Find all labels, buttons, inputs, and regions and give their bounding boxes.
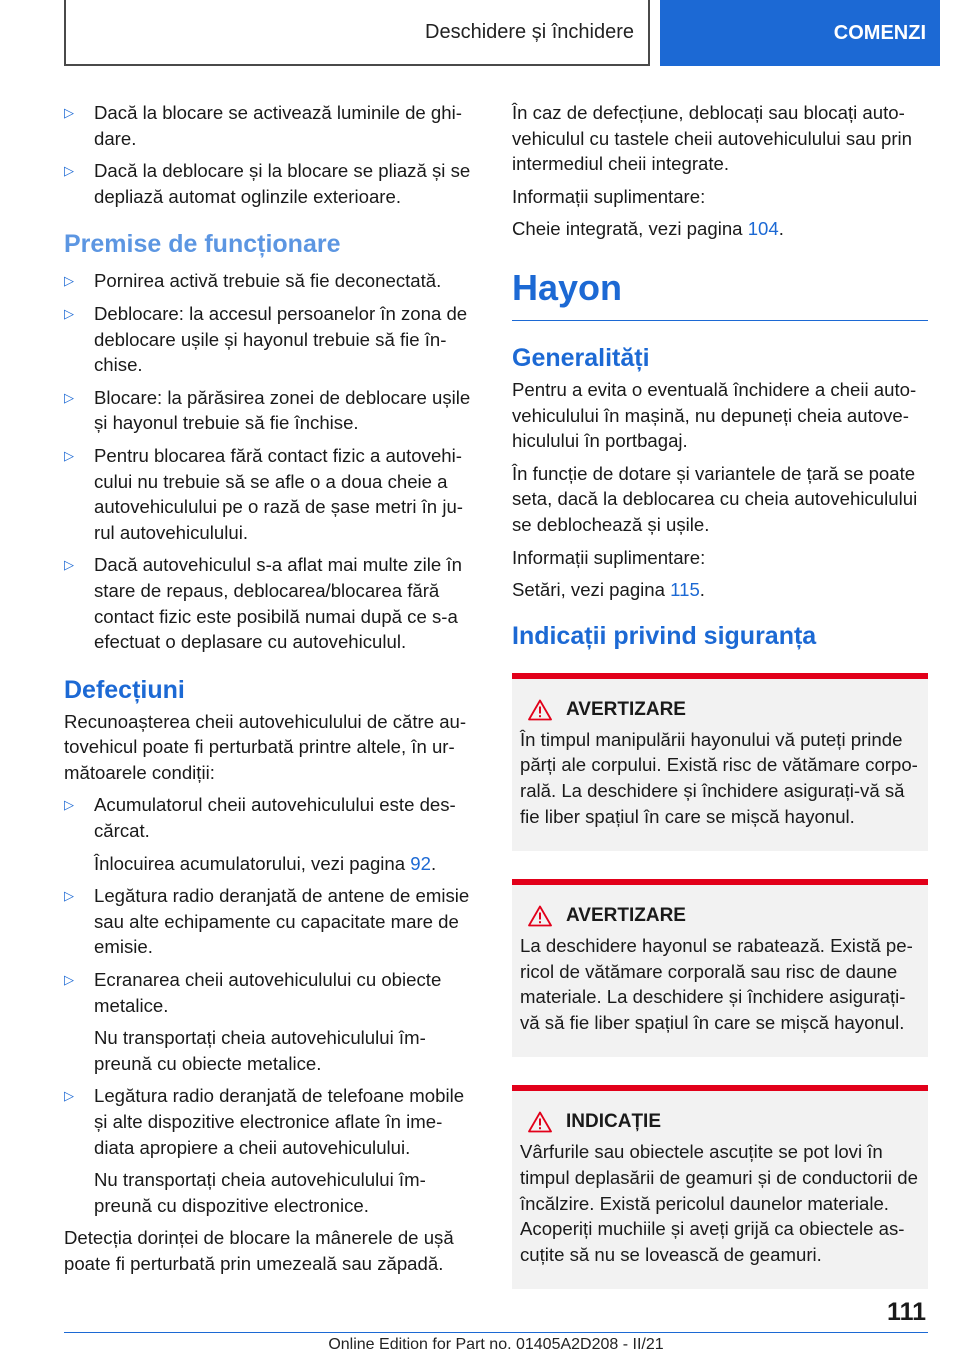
- list-item: ▷ Ecranarea cheii autovehiculului cu obiecte metalice.: [64, 969, 442, 1016]
- triangle-bullet-icon: ▷: [64, 797, 74, 813]
- page-link-115[interactable]: 115: [670, 579, 700, 601]
- section-title: Deschidere și închidere: [425, 20, 634, 43]
- list-item: ▷ Dacă la blocare se activează luminile de ghi-dare.: [64, 102, 462, 149]
- warning-triangle-icon: [528, 699, 552, 721]
- list-item: ▷ Dacă autovehiculul s-a aflat mai multe zile în stare de repaus, deblocarea/blocarea fără contact fizic este posibilă numai după ce s-a efectuat o deplasare cu autovehiculul.: [64, 554, 462, 653]
- triangle-bullet-icon: ▷: [64, 305, 74, 321]
- page-number: 111: [887, 1298, 926, 1326]
- info-reference: Cheie integrată, vezi pagina 104.: [512, 218, 784, 240]
- page-link-104[interactable]: 104: [747, 218, 779, 240]
- warning-text: La deschidere hayonul se rabatează. Există pe-ricol de vătămare corporală sau risc de daune materiale. La deschidere și închidere asigurați-vă să fie liber spațiul în care se mișcă hayonul.: [520, 935, 913, 1033]
- defect-heading: Defecțiuni: [64, 675, 185, 704]
- notice-box: [512, 1085, 928, 1289]
- page-link-92[interactable]: 92: [410, 852, 431, 874]
- triangle-bullet-icon: ▷: [64, 105, 74, 120]
- general-paragraph-1: Pentru a evita o eventuală închidere a cheii auto-vehiculului în mașină, nu depuneți cheia autove-hiculului în portbagaj.: [512, 378, 917, 452]
- general-heading: Generalități: [512, 343, 650, 372]
- triangle-bullet-icon: ▷: [64, 888, 74, 904]
- list-item: ▷ Deblocare: la accesul persoanelor în zona de deblocare ușile și hayonul trebuie să fie în-chise.: [64, 302, 468, 376]
- safety-heading: Indicații privind siguranța: [512, 621, 817, 650]
- list-item-note: Înlocuirea acumulatorului, vezi pagina 92.: [94, 852, 437, 874]
- warning-box: [512, 673, 928, 851]
- left-column: [64, 100, 480, 1277]
- notice-text: Vârfurile sau obiectele ascuțite se pot lovi în timpul deplasării de geamuri și de conductorii de încălzire. Există pericolul daunelor materiale. Acoperiți muchiile și aveți grijă ca obiectele as-cuțite să nu se lovească de geamuri.: [520, 1141, 918, 1265]
- header-section-tab: [64, 0, 650, 66]
- list-item: ▷ Dacă la deblocare și la blocare se pliază și se depliază automat oglinzile exterioare.: [64, 160, 471, 207]
- footer-divider: [64, 1332, 928, 1333]
- info-label: Informații suplimentare:: [512, 546, 706, 568]
- header-chapter-tab: [660, 0, 940, 66]
- list-item: ▷ Legătura radio deranjată de telefoane mobile și alte dispozitive electronice aflate în ime-diata apropiere a cheii autovehiculului.: [64, 1085, 465, 1158]
- triangle-bullet-icon: ▷: [64, 163, 74, 179]
- footer-edition: Online Edition for Part no. 01405A2D208 - II/21: [328, 1336, 664, 1353]
- list-item: ▷ Legătura radio deranjată de antene de emisie sau alte echipamente cu capacitate mare de emisie.: [64, 885, 470, 958]
- triangle-bullet-icon: ▷: [64, 557, 74, 573]
- notice-title: INDICAȚIE: [566, 1111, 661, 1133]
- triangle-bullet-icon: ▷: [64, 389, 74, 405]
- chapter-title: COMENZI: [833, 21, 926, 44]
- general-paragraph-2: În funcție de dotare și variantele de țară se poate seta, dacă la deblocarea cu cheia autovehiculului se deblochează și ușile.: [512, 462, 918, 535]
- defect-intro: Recunoașterea cheii autovehiculului de către au-tovehicul poate fi perturbată printre altele, în ur-mătoarele condiții:: [64, 710, 467, 783]
- list-item: ▷ Acumulatorul cheii autovehiculului este des-cărcat.: [64, 794, 456, 842]
- warning-box: [512, 879, 928, 1057]
- triangle-bullet-icon: ▷: [64, 447, 74, 463]
- warning-text: În timpul manipulării hayonului vă puteți prinde părți ale corpului. Există risc de vătămare corpo-rală. La deschidere și închidere asigurați-vă să fie liber spațiul în care se mișcă hayonul.: [520, 728, 918, 827]
- triangle-bullet-icon: ▷: [64, 1088, 74, 1104]
- list-item-note: Nu transportați cheia autovehiculului îm-preună cu obiecte metalice.: [94, 1027, 426, 1074]
- warning-triangle-icon: [528, 1111, 552, 1133]
- hayon-heading: Hayon: [512, 266, 928, 321]
- triangle-bullet-icon: ▷: [64, 972, 74, 988]
- warning-title: AVERTIZARE: [566, 698, 686, 720]
- triangle-bullet-icon: ▷: [64, 273, 74, 289]
- fault-paragraph: În caz de defecțiune, deblocați sau blocați auto-vehiculul cu tastele cheii autovehiculului sau prin intermediul cheii integrate.: [512, 102, 913, 175]
- warning-title: AVERTIZARE: [566, 905, 686, 927]
- list-item: ▷ Blocare: la părăsirea zonei de deblocare ușile și hayonul trebuie să fie închise.: [64, 386, 471, 434]
- list-item: ▷ Pentru blocarea fără contact fizic a autovehi-cului nu trebuie să se afle o a doua cheie a autovehiculului pe o rază de șase metri în ju-rul autovehiculului.: [64, 444, 463, 543]
- list-item: ▷ Pornirea activă trebuie să fie deconectată.: [64, 268, 480, 294]
- premise-heading: Premise de funcționare: [64, 230, 341, 259]
- warning-triangle-icon: [528, 905, 552, 927]
- info-reference: Setări, vezi pagina 115.: [512, 579, 705, 601]
- list-item-note: Nu transportați cheia autovehiculului îm-preună cu dispozitive electronice.: [94, 1169, 426, 1216]
- right-column: [512, 100, 928, 1317]
- defect-outro: Detecția dorinței de blocare la mânerele de ușă poate fi perturbată prin umezeală sau zăpadă.: [64, 1227, 454, 1274]
- info-label: Informații suplimentare:: [512, 185, 706, 207]
